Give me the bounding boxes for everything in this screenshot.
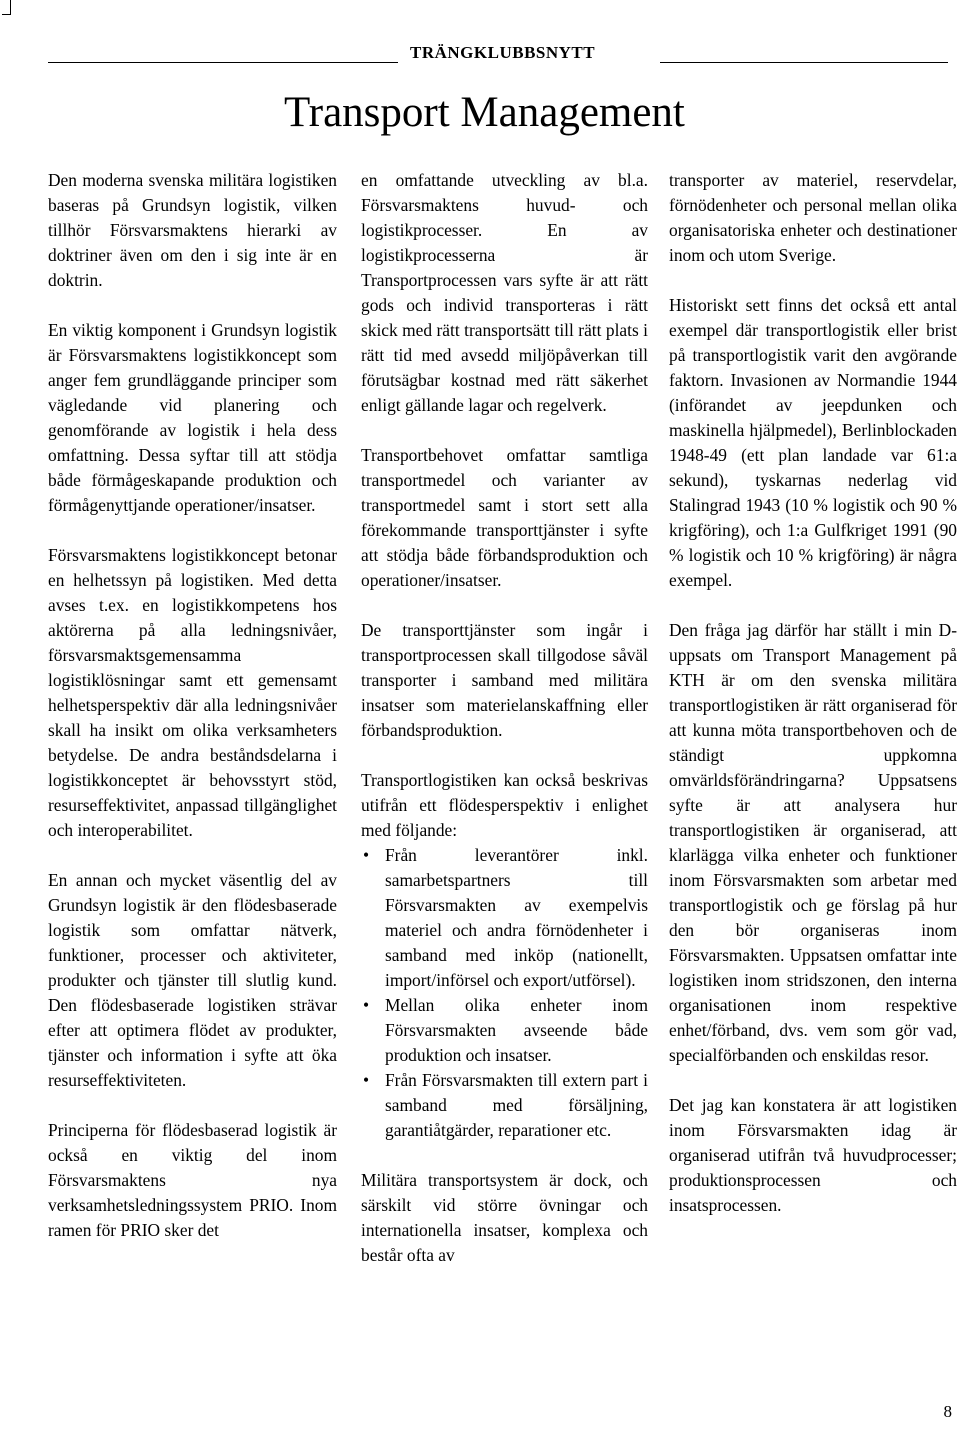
crop-mark	[2, 0, 11, 15]
text-column-3	[669, 168, 957, 1243]
paragraph: Den fråga jag därför har ställt i min D-uppsats om Transport Management på KTH är om den svenska militära transportlogistiken är rätt organiserad för att kunna möta transportbehoven och de ständigt uppkomna omvärldsförändringarna? Uppsatsens syfte är att analysera hur transportlogistiken är organiserad, att klarlägga vilka enheter och funktioner inom Försvarsmakten som arbetar med transportlogistik och ge förslag på hur den bör organiseras inom Försvarsmakten. Uppsatsen omfattar inte logistiken inom stridszonen, den interna organisationen inom respektive enhet/förband, dvs. vem som gör vad, specialförbanden och enskildas resor.	[669, 620, 957, 1065]
page-number: 8	[943, 1402, 952, 1421]
paragraph: Försvarsmaktens logistikkoncept betonar en helhetssyn på logistiken. Med detta avses t.ex. en logistikkompetens hos aktörerna på alla ledningsnivåer, försvarsmaktsgemensamma logistiklösningar samt ett gemensamt helhetsperspektiv där alla ledningsnivåer skall ha insikt om olika verksamheters betydelse. De andra beståndsdelarna i logistikkonceptet är behovsstyrt stöd, resurseffektivitet, anpassad tillgänglighet och interoperabilitet.	[48, 545, 337, 840]
article-title: Transport Management	[284, 89, 685, 136]
list-item: • Mellan olika enheter inom Försvarsmakten avseende både produktion och insatser.	[361, 993, 648, 1068]
paragraph: Transportlogistiken kan också beskrivas utifrån ett flödesperspektiv i enlighet med följande:	[361, 770, 648, 840]
paragraph: Transportbehovet omfattar samtliga transportmedel och varianter av transportmedel samt i stort sett alla förekommande transporttjänster i syfte att stödja både förbandsproduktion och operationer/insatser.	[361, 445, 648, 590]
paragraph: En viktig komponent i Grundsyn logistik är Försvarsmaktens logistikkoncept som anger fem grundläggande principer som vägledande vid planering och genomförande av logistik i hela dess omfattning. Dessa syftar till att stödja både förmågeskapande produktion och förmågenyttjande operationer/insatser.	[48, 320, 337, 515]
paragraph: Militära transportsystem är dock, och särskilt vid större övningar och internationella insatser, komplexa och består ofta av	[361, 1170, 648, 1265]
paragraph: en omfattande utveckling av bl.a. Försvarsmaktens huvud- och logistikprocesser. En av logistikprocesserna är Transportprocessen vars syfte är att rätt gods och individ transporteras i rätt skick med rätt transportsätt till rätt plats i rätt tid med avsedd miljöpåverkan till förutsägbar kostnad med rätt säkerhet enligt gällande lagar och regelverk.	[361, 170, 648, 415]
publication-name: TRÄNGKLUBBSNYTT	[410, 43, 596, 62]
header-rule-left	[48, 62, 398, 63]
list-item: • Från leverantörer inkl. samarbetspartners till Försvarsmakten av exempelvis materiel och andra förnödenheter i samband med inköp (nationellt, import/införsel och export/utförsel).	[361, 843, 648, 993]
paragraph: Historiskt sett finns det också ett antal exempel där transportlogistik eller brist på transportlogistik varit den avgörande faktorn. Invasionen av Normandie 1944 (införandet av jeepdunken och maskinella hjälpmedel), Berlinblockaden 1948-49 (ett plan landade var 61:a sekund), tyskarnas nederlag vid Stalingrad 1943 (10 % logistik och 90 % krigföring), och 1:a Gulfkriget 1991 (90 % logistik och 10 % krigföring) är några exempel.	[669, 295, 957, 590]
paragraph: Principerna för flödesbaserad logistik är också en viktig del inom Försvarsmaktens nya verksamhetsledningssystem PRIO. Inom ramen för PRIO sker det	[48, 1120, 337, 1240]
paragraph: transporter av materiel, reservdelar, förnödenheter och personal mellan olika organisatoriska enheter och destinationer inom och utom Sverige.	[669, 170, 957, 265]
paragraph: Den moderna svenska militära logistiken baseras på Grundsyn logistik, vilken tillhör Försvarsmaktens hierarki av doktriner även om den i sig inte är en doktrin.	[48, 170, 337, 290]
paragraph: Det jag kan konstatera är att logistiken inom Försvarsmakten idag är organiserad utifrån två huvudprocesser; produktionsprocessen och insatsprocessen.	[669, 1095, 957, 1215]
paragraph: De transporttjänster som ingår i transportprocessen skall tillgodose såväl transporter i samband med militära insatser som materielanskaffning eller förbandsproduktion.	[361, 620, 648, 740]
text-column-2	[361, 168, 648, 1293]
paragraph: En annan och mycket väsentlig del av Grundsyn logistik är den flödesbaserade logistik som omfattar nätverk, funktioner, processer och aktiviteter, produkter och tjänster till slutlig kund. Den flödesbaserade logistiken strävar efter att optimera flödet av produkter, tjänster och information i syfte att öka resurseffektiviteten.	[48, 870, 337, 1090]
text-column-1	[48, 168, 337, 1268]
list-item: • Från Försvarsmakten till extern part i samband med försäljning, garantiåtgärder, reparationer etc.	[361, 1068, 648, 1143]
flow-perspective-list	[361, 843, 648, 1143]
running-header	[48, 40, 948, 66]
header-rule-right	[660, 62, 948, 63]
